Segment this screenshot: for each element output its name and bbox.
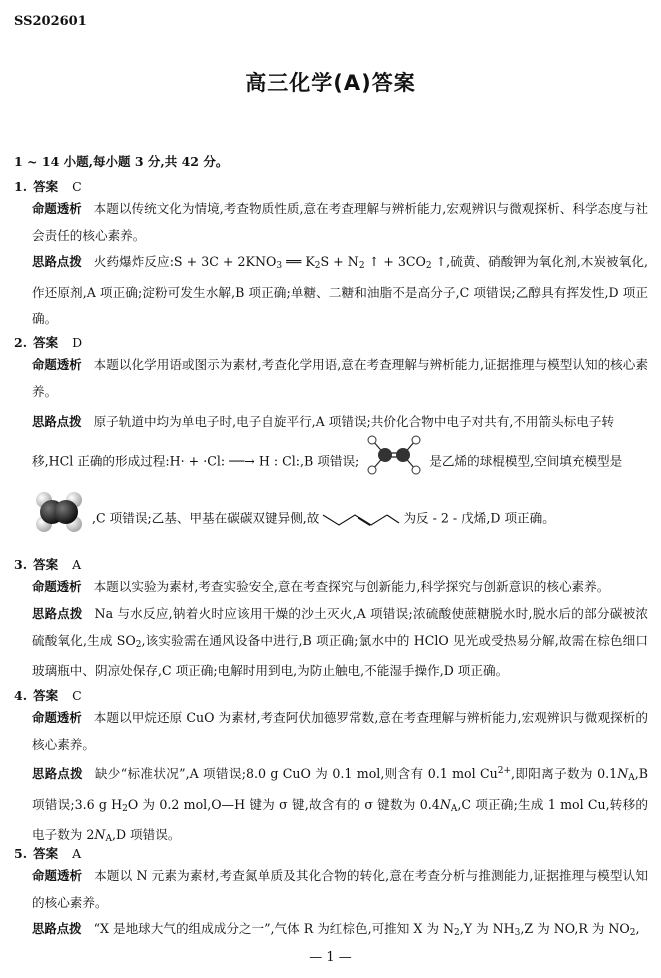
ethylene-ball-stick-model — [365, 435, 423, 475]
section-intro: 1 ~ 14 小题,每小题 3 分,共 42 分。 — [14, 154, 229, 169]
question-3-hint: 思路点拨 Na 与水反应,钠着火时应该用干燥的沙土灭火,A 项错误;浓硫酸使蔗糖脱水时,脱水后的部分碳被浓硫酸氧化,生成 $SO_2$,该实验需在通风设备中进行,B 项正确;氯水中的 HClO 见光或受热易分解,故需在棕色细口玻璃瓶中、阴凉处保存,C 项正确;电解时用到电,为防止触电,不能湿手操作,D 项正确。 — [32, 606, 649, 678]
trans-2-pentene-skeletal-formula — [321, 509, 401, 529]
question-1-answer: C — [72, 179, 82, 194]
question-2-answer: D — [72, 335, 83, 350]
question-4-analysis: 命题透析 本题以甲烷还原 CuO 为素材,考查阿伏加德罗常数,意在考查理解与辨析能力,宏观辨识与微观探析的核心素养。 — [32, 710, 648, 752]
question-3-analysis: 命题透析 本题以实验为素材,考查实验安全,意在考查探究与创新能力,科学探究与创新意识的核心素养。 — [32, 579, 610, 594]
question-2-hint-line3: ,C 项错误;乙基、甲基在碳碳双键异侧,故 为反 - 2 - 戊烯,D 项正确。 — [32, 505, 648, 533]
page-title: 高三化学(A)答案 — [245, 71, 416, 95]
question-5-hint: 思路点拨 “X 是地球大气的组成成分之一”,气体 R 为红棕色,可推知 X 为 $N_2,Y$ 为 $NH_3,Z$ 为 NO,R 为 $NO_2$, — [32, 921, 640, 938]
document-code: SS202601 — [14, 14, 87, 29]
question-3-answer: A — [72, 557, 82, 572]
question-1-analysis: 命题透析 本题以传统文化为情境,考查物质性质,意在考查理解与辨析能力,宏观辨识与微观探析、科学态度与社会责任的核心素养。 — [32, 201, 648, 243]
question-2-header: 2. 答案 D — [14, 335, 83, 350]
question-3-header: 3. 答案 A — [14, 557, 82, 572]
question-1-header: 1. 答案 C — [14, 179, 82, 194]
question-5-header: 5. 答案 A — [14, 846, 82, 861]
question-1-hint: 思路点拨 火药爆炸反应:S + $3C + 2KNO_3$ ══ $K_2S + N_2$ ↑ + $3CO_2$ ↑,硫黄、硝酸钾为氧化剂,木炭被氧化,作还原剂,A 项正确;淀粉可发生水解,B 项正确;单糖、二糖和油脂不是高分子,C 项错误;乙醇具有挥发性,D 项正确。 — [32, 254, 649, 326]
page-number: — 1 — — [309, 950, 352, 965]
question-2-hint-line1: 思路点拨 原子轨道中均为单电子时,电子自旋平行,A 项错误;共价化合物中电子对共有,不用箭头标电子转 — [32, 414, 615, 429]
question-4-header: 4. 答案 C — [14, 688, 82, 703]
question-4-answer: C — [72, 688, 82, 703]
question-2-hint-line2: 移,HCl 正确的形成过程:H· + ·Cl: ──→ H : Cl:,B 项错误; 是乙烯的球棍模型,空间填充模型是 — [32, 449, 648, 475]
question-2-analysis: 命题透析 本题以化学用语或图示为素材,考查化学用语,意在考查理解与辨析能力,证据推理与模型认知的核心素养。 — [32, 357, 648, 399]
question-4-hint: 思路点拨 缺少“标准状况”,A 项错误;8.0 g CuO 为 0.1 mol,则含有 0.1 mol $Cu^{2+}$,即阳离子数为 $0.1N_A,B$ 项错误;3.6 g $H_2O$ 为 0.2 mol,O—H 键为 σ 键,故含有的 σ 键数为 $0.4N_A,C$ 项正确;生成 1 mol Cu,转移的电子数为 $2N_A,D$ 项错误。 — [32, 766, 648, 844]
question-5-analysis: 命题透析 本题以 N 元素为素材,考查氮单质及其化合物的转化,意在考查分析与推测能力,证据推理与模型认知的核心素养。 — [32, 868, 648, 910]
question-5-answer: A — [72, 846, 82, 861]
ethylene-space-filling-model — [30, 491, 88, 533]
